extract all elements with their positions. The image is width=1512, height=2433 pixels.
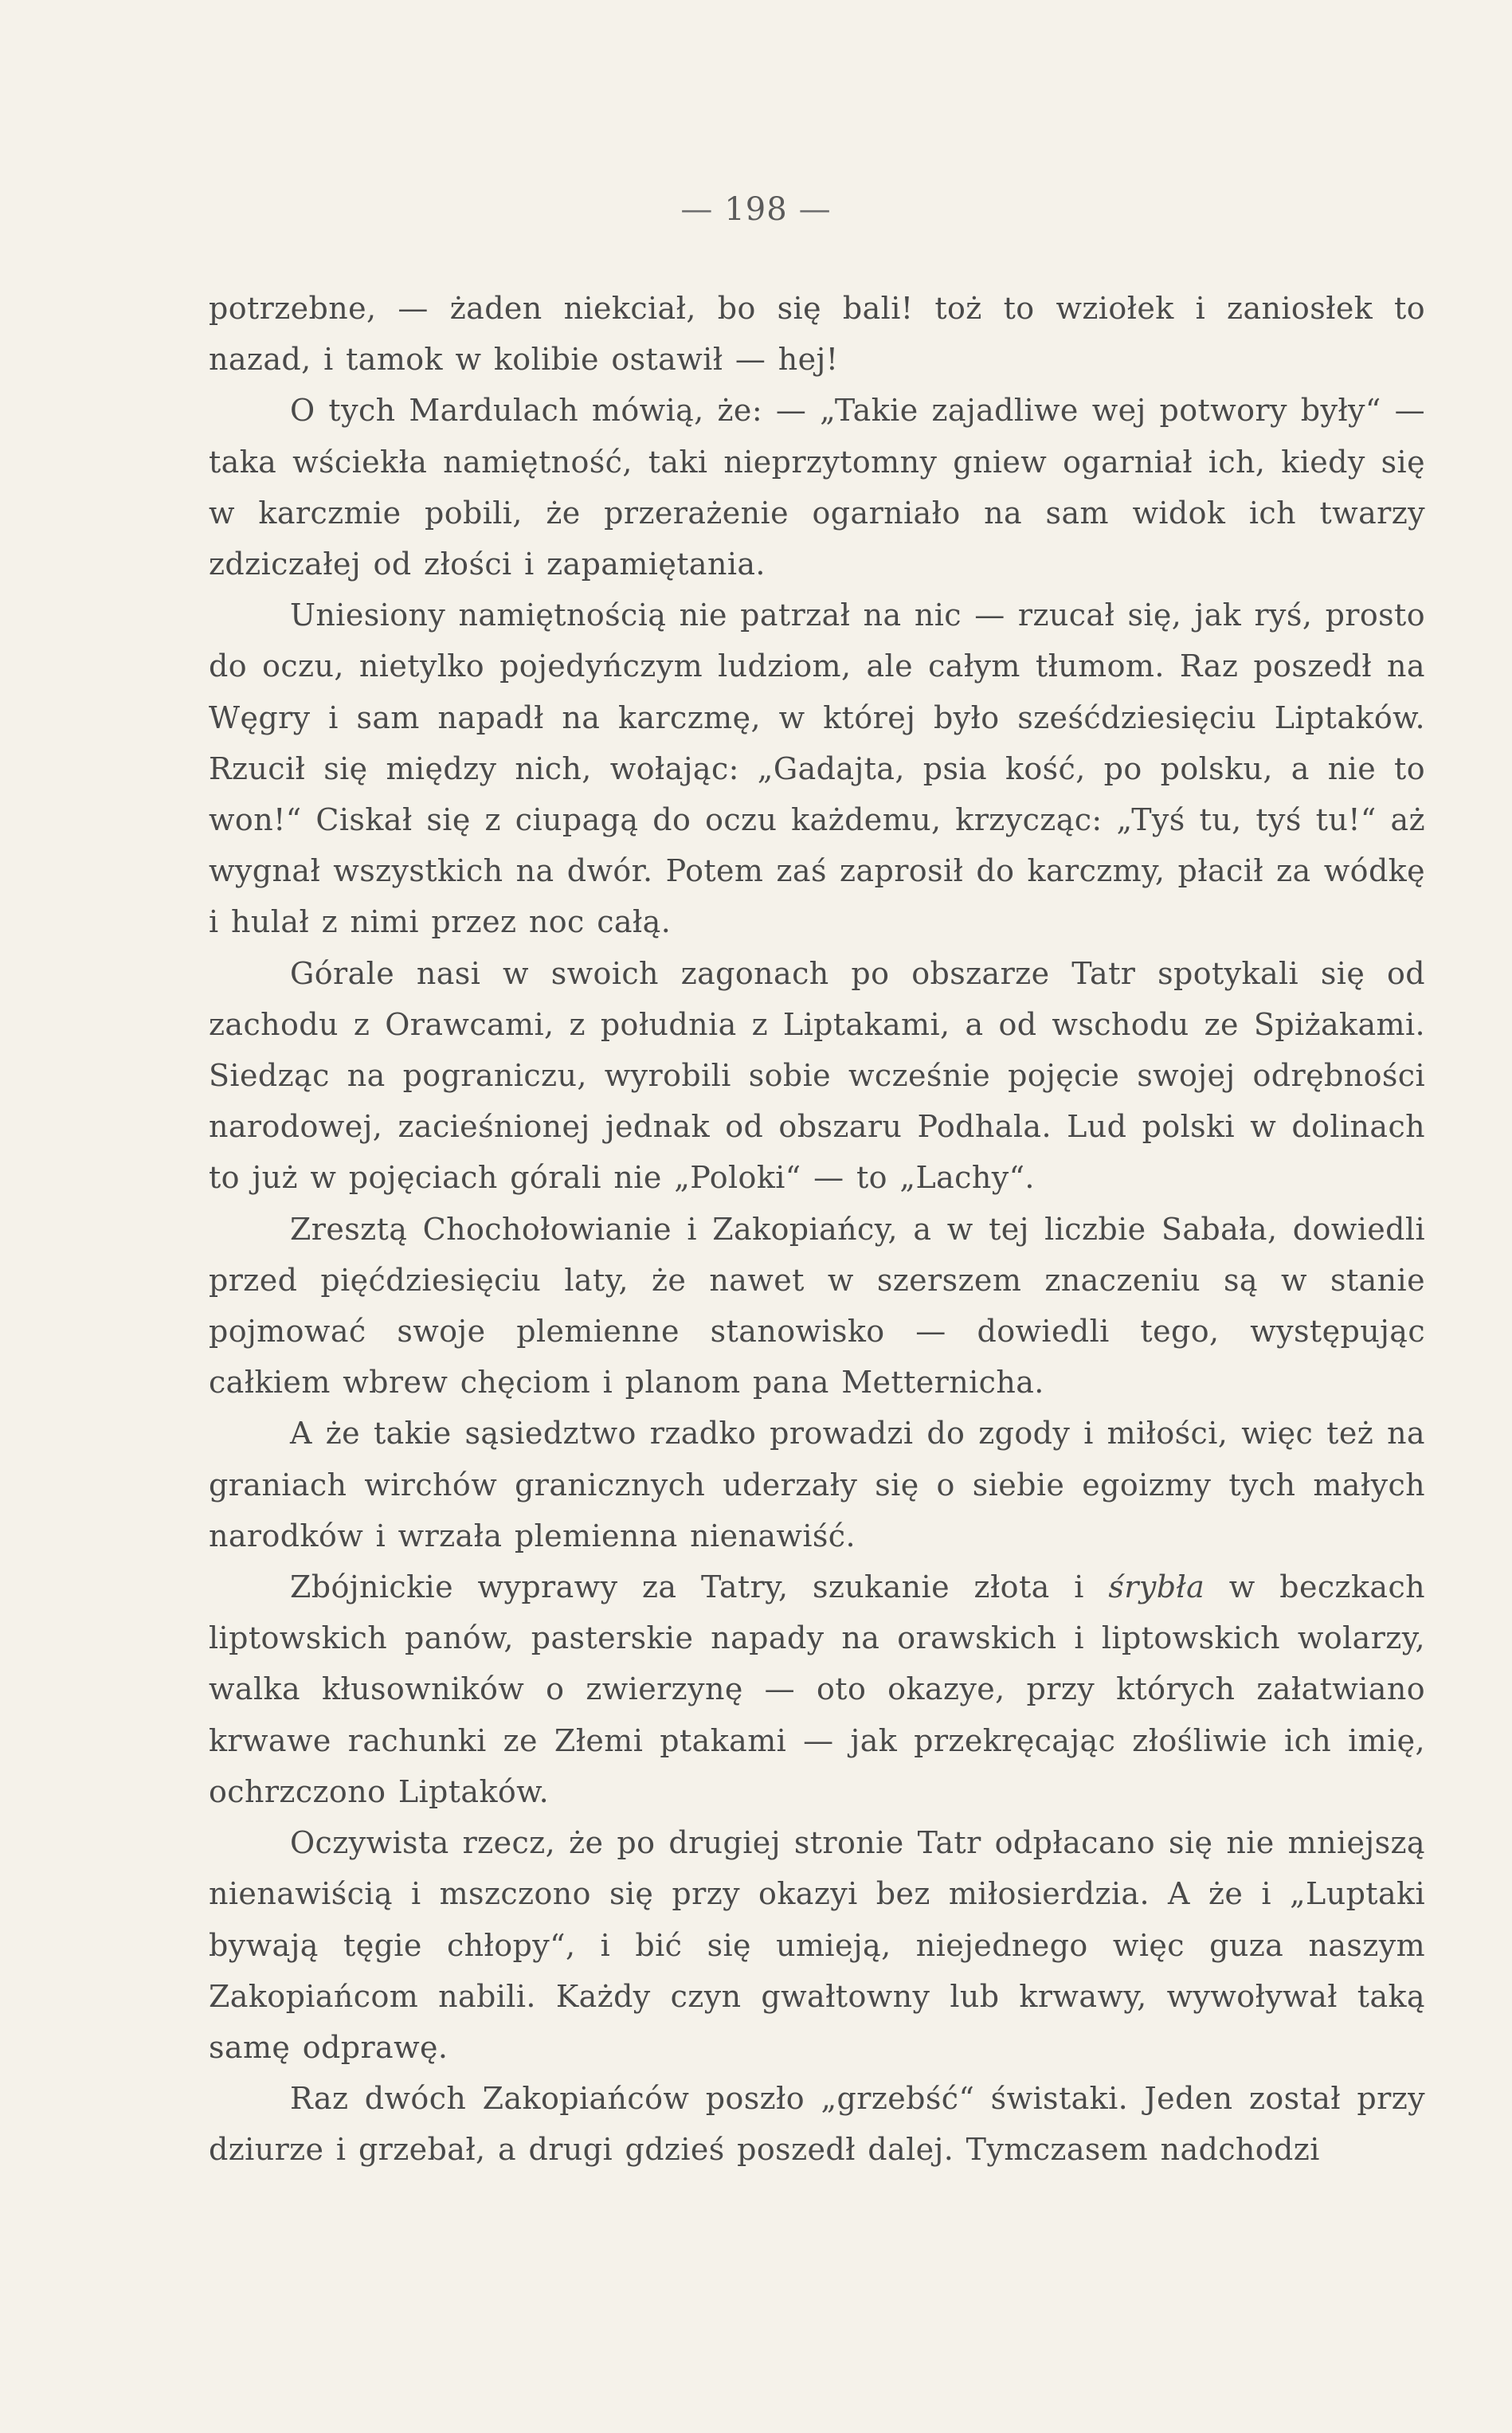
italic-word: śrybła	[1108, 1569, 1205, 1605]
paragraph	[209, 1204, 1425, 1408]
paragraph-text: O tych Mardulach mówią, że: — „Takie zajadliwe wej potwory były“ — taka wściekła namiętność, taki nieprzytomny gniew ogarniał ich, kiedy się w karczmie pobili, że przerażenie ogarniało na sam widok ich twarzy zdziczałej od złości i zapamiętania.	[209, 393, 1425, 582]
page-number: 198	[724, 191, 788, 228]
paragraph	[209, 385, 1425, 590]
paragraph-text: Uniesiony namiętnością nie patrzał na nic — rzucał się, jak ryś, prosto do oczu, nietylko pojedyńczym ludziom, ale całym tłumom. Raz poszedł na Węgry i sam napadł na karczmę, w której było sześćdziesięciu Liptaków. Rzucił się między nich, wołając: „Gadajta, psia kość, po polsku, a nie to won!“ Ciskał się z ciupagą do oczu każdemu, krzycząc: „Tyś tu, tyś tu!“ aż wygnał wszystkich na dwór. Potem zaś zaprosił do karczmy, płacił za wódkę i hulał z nimi przez noc całą.	[209, 597, 1425, 940]
paragraph-text: Zresztą Chochołowianie i Zakopiańcy, a w tej liczbie Sabała, dowiedli przed pięćdziesięciu laty, że nawet w szerszem znaczeniu są w stanie pojmować swoje plemienne stanowisko — dowiedli tego, występując całkiem wbrew chęciom i planom pana Metternicha.	[209, 1211, 1425, 1401]
paragraph	[209, 1561, 1425, 1817]
paragraph-text: w beczkach liptowskich panów, pasterskie napady na orawskich i liptowskich wolarzy, walka kłusowników o zwierzynę — oto okazye, przy których załatwiano krwawe rachunki ze Złemi ptakami — jak przekręcając złośliwie ich imię, ochrzczono Liptaków.	[209, 1569, 1425, 1809]
page-header	[0, 191, 1512, 228]
paragraph	[209, 1817, 1425, 2073]
body-text	[209, 283, 1425, 2176]
paragraph	[209, 1408, 1425, 1561]
paragraph-text: potrzebne, — żaden niekciał, bo się bali! toż to wziołek i zaniosłek to nazad, i tamok w kolibie ostawił — hej!	[209, 291, 1425, 378]
paragraph-text: Górale nasi w swoich zagonach po obszarze Tatr spotykali się od zachodu z Orawcami, z południa z Liptakami, a od wschodu ze Spiżakami. Siedząc na pograniczu, wyrobili sobie wcześnie pojęcie swojej odrębności narodowej, zacieśnionej jednak od obszaru Podhala. Lud polski w dolinach to już w pojęciach górali nie „Poloki“ — to „Lachy“.	[209, 955, 1425, 1196]
header-dash-right: —	[798, 191, 832, 228]
paragraph	[209, 590, 1425, 947]
paragraph-text: Oczywista rzecz, że po drugiej stronie Tatr odpłacano się nie mniejszą nienawiścią i mszczono się przy okazyi bez miłosierdzia. A że i „Luptaki bywają tęgie chłopy“, i bić się umieją, niejednego więc guza naszym Zakopiańcom nabili. Każdy czyn gwałtowny lub krwawy, wywoływał taką samę odprawę.	[209, 1825, 1425, 2065]
paragraph-text: Zbójnickie wyprawy za Tatry, szukanie złota i	[290, 1569, 1109, 1605]
paragraph	[209, 283, 1425, 385]
paragraph-text: Raz dwóch Zakopiańców poszło „grzebść“ świstaki. Jeden został przy dziurze i grzebał, a drugi gdzieś poszedł dalej. Tymczasem nadchodzi	[209, 2081, 1425, 2168]
paragraph	[209, 2073, 1425, 2175]
header-dash-left: —	[680, 191, 714, 228]
paragraph	[209, 948, 1425, 1204]
paragraph-text: A że takie sąsiedztwo rzadko prowadzi do zgody i miłości, więc też na graniach wirchów granicznych uderzały się o siebie egoizmy tych małych narodków i wrzała plemienna nienawiść.	[209, 1416, 1425, 1553]
